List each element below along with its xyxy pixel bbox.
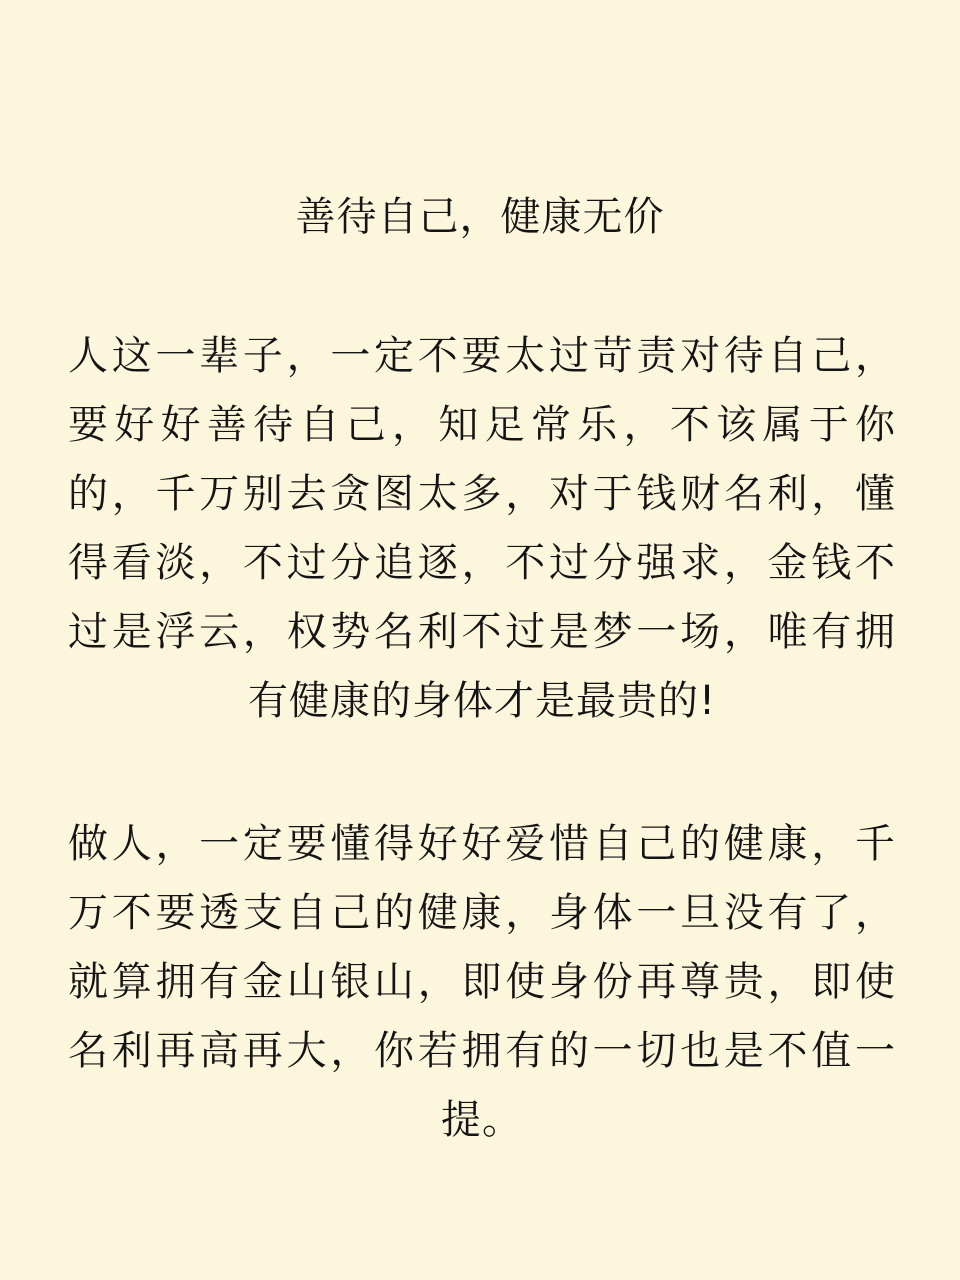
- paragraph-line: 得看淡，不过分追逐，不过分强求，金钱不: [68, 540, 896, 586]
- paragraph-1: [68, 322, 896, 736]
- paragraph-line: 万不要透支自己的健康，身体一旦没有了，: [68, 890, 896, 936]
- paragraph-line: 要好好善待自己，知足常乐，不该属于你: [68, 402, 896, 448]
- paragraph-line: 提。: [441, 1097, 523, 1143]
- article-title: 善待自己，健康无价: [295, 194, 665, 240]
- paragraph-line: 名利再高再大，你若拥有的一切也是不值一: [68, 1028, 896, 1074]
- paragraph-line: 过是浮云，权势名利不过是梦一场，唯有拥: [68, 609, 896, 655]
- paragraph-line: 做人，一定要懂得好好爱惜自己的健康，千: [68, 821, 896, 867]
- paragraph-line: 的，千万别去贪图太多，对于钱财名利，懂: [68, 471, 896, 517]
- paragraph-2: [68, 810, 896, 1155]
- paragraph-line: 有健康的身体才是最贵的!: [247, 678, 717, 724]
- paragraph-line: 就算拥有金山银山，即使身份再尊贵，即使: [68, 959, 896, 1005]
- paragraph-line: 人这一辈子，一定不要太过苛责对待自己，: [68, 333, 896, 379]
